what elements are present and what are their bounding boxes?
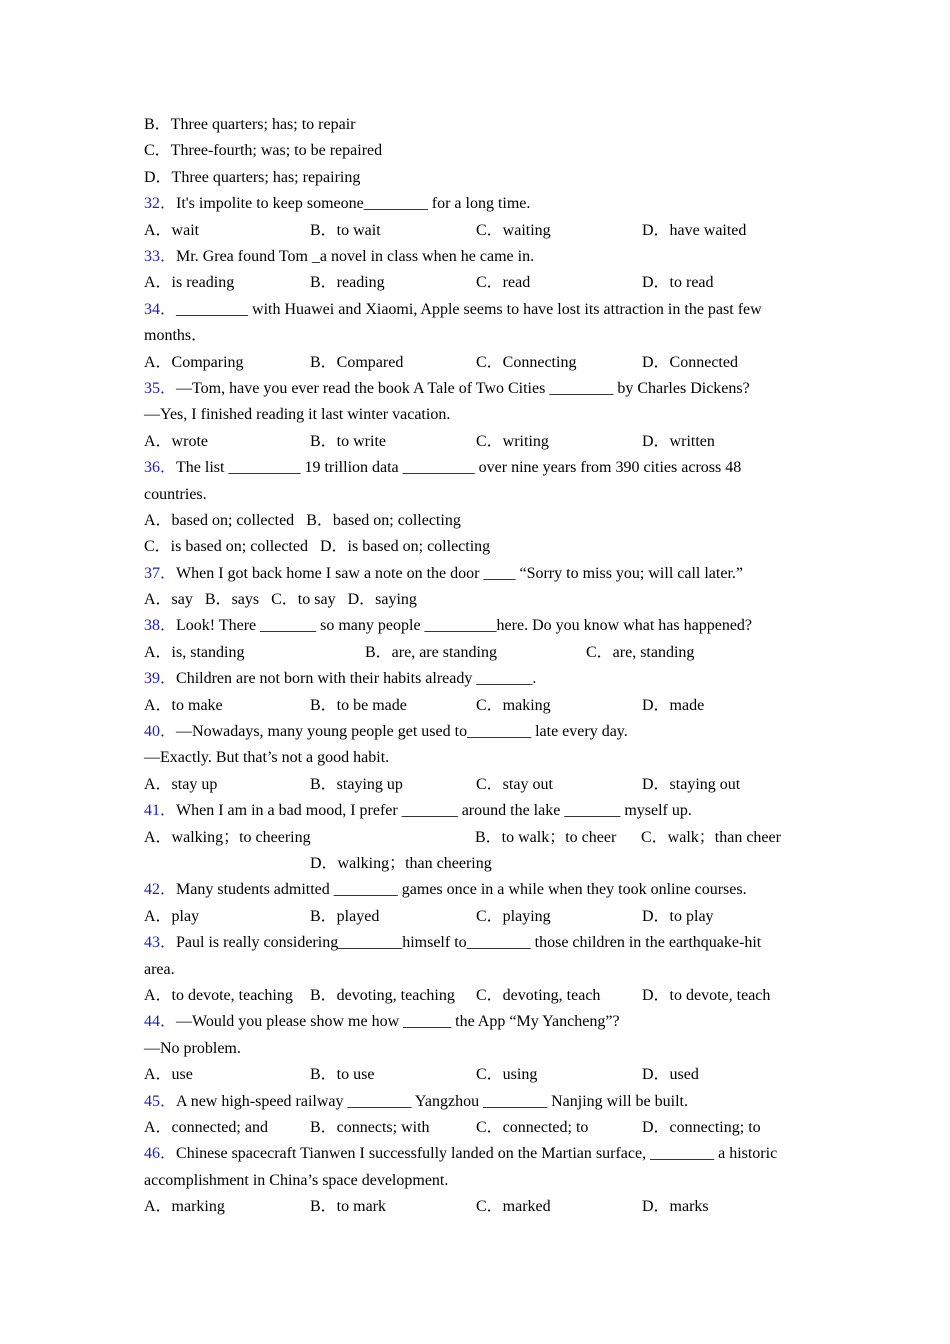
option-line: D．Three quarters; has; repairing bbox=[144, 168, 361, 186]
option-a: A．to make bbox=[144, 696, 223, 714]
question-text-continued: —Yes, I finished reading it last winter vacation. bbox=[144, 406, 451, 424]
option-b: B．to wait bbox=[310, 221, 381, 239]
options-row bbox=[144, 270, 794, 296]
document-page bbox=[144, 112, 794, 1221]
question-46 bbox=[144, 1141, 794, 1194]
question-37 bbox=[144, 561, 794, 587]
option-b: B．connects; with bbox=[310, 1118, 430, 1136]
option-a: A．stay up bbox=[144, 775, 218, 793]
option-b: B．devoting, teaching bbox=[310, 986, 455, 1004]
question-text: _________ with Huawei and Xiaomi, Apple seems to have lost its attraction in the past few months． bbox=[144, 300, 762, 345]
option-c: C．is based on; collected bbox=[144, 538, 308, 556]
option-d: D．saying bbox=[347, 591, 417, 609]
option-d: D．marks bbox=[642, 1198, 709, 1216]
question-text: —Nowadays, many young people get used to________ late every day. bbox=[176, 723, 628, 741]
option-a: A．wrote bbox=[144, 432, 208, 450]
options-row bbox=[144, 429, 794, 455]
question-45 bbox=[144, 1089, 794, 1115]
option-d: D．to play bbox=[642, 907, 714, 925]
options-row bbox=[144, 693, 794, 719]
question-text: Mr. Grea found Tom _a novel in class when he came in. bbox=[176, 247, 535, 265]
question-text: Look! There _______ so many people _________here. Do you know what has happened? bbox=[176, 617, 753, 635]
options-row bbox=[144, 640, 794, 666]
option-c: C．stay out bbox=[476, 775, 553, 793]
option-c: C．using bbox=[476, 1066, 538, 1084]
options-row bbox=[144, 534, 794, 560]
options-row bbox=[144, 587, 794, 613]
option-d: D．connecting; to bbox=[642, 1118, 761, 1136]
option-c: C．walk；than cheer bbox=[641, 828, 781, 846]
question-number: 39． bbox=[144, 670, 177, 688]
question-text: —Would you please show me how ______ the App “My Yancheng”? bbox=[176, 1013, 620, 1031]
question-number: 32． bbox=[144, 195, 177, 213]
option-d: D．have waited bbox=[642, 221, 747, 239]
question-number: 44． bbox=[144, 1013, 177, 1031]
option-d: D．used bbox=[642, 1066, 699, 1084]
option-b: B．reading bbox=[310, 274, 385, 292]
question-39 bbox=[144, 666, 794, 692]
option-c: C．making bbox=[476, 696, 551, 714]
options-row bbox=[144, 1062, 794, 1088]
options-row bbox=[144, 350, 794, 376]
question-33 bbox=[144, 244, 794, 270]
question-text: Paul is really considering________himself to________ those children in the earthquake-hit area. bbox=[144, 934, 762, 978]
option-b: B．to write bbox=[310, 432, 386, 450]
options-row bbox=[144, 1194, 794, 1220]
question-text: The list _________ 19 trillion data _________ over nine years from 390 cities across 48 countries. bbox=[144, 459, 742, 503]
options-row bbox=[144, 218, 794, 244]
question-number: 41． bbox=[144, 802, 177, 820]
question-text: When I got back home I saw a note on the door ____ “Sorry to miss you; will call later.” bbox=[176, 564, 743, 582]
option-d: D．Connected bbox=[642, 353, 738, 371]
option-c: C．marked bbox=[476, 1198, 551, 1216]
option-c: C．to say bbox=[271, 591, 336, 609]
option-b: B．played bbox=[310, 907, 380, 925]
question-number: 46． bbox=[144, 1145, 177, 1163]
question-number: 37． bbox=[144, 564, 177, 582]
options-row bbox=[144, 983, 794, 1009]
question-38 bbox=[144, 613, 794, 639]
question-number: 33． bbox=[144, 247, 177, 265]
option-d: D．walking；than cheering bbox=[310, 855, 492, 872]
question-text: —Tom, have you ever read the book A Tale of Two Cities ________ by Charles Dickens? bbox=[176, 379, 750, 397]
option-d: D．made bbox=[642, 696, 705, 714]
question-text-continued: —Exactly. But that’s not a good habit. bbox=[144, 749, 390, 767]
option-b: B．to be made bbox=[310, 696, 407, 714]
option-d: D．is based on; collecting bbox=[319, 538, 491, 556]
question-number: 35． bbox=[144, 379, 177, 397]
option-c: C．are, standing bbox=[586, 643, 695, 661]
question-34 bbox=[144, 297, 794, 350]
options-row bbox=[144, 508, 794, 534]
question-text: Chinese spacecraft Tianwen I successfully landed on the Martian surface, ________ a historic accomplishment in China’s space development. bbox=[144, 1145, 778, 1189]
option-a: A．walking；to cheering bbox=[144, 828, 311, 846]
question-text: Children are not born with their habits already _______. bbox=[176, 670, 537, 688]
option-b: B．to use bbox=[310, 1066, 375, 1084]
question-35 bbox=[144, 376, 794, 402]
option-b: B．based on; collecting bbox=[306, 511, 461, 529]
option-a: A．to devote, teaching bbox=[144, 986, 293, 1004]
option-a: A．marking bbox=[144, 1198, 225, 1216]
options-row bbox=[144, 825, 794, 851]
option-d: D．written bbox=[642, 432, 715, 450]
option-a: A．say bbox=[144, 591, 193, 609]
option-a: A．use bbox=[144, 1066, 193, 1084]
options-row bbox=[144, 772, 794, 798]
question-number: 45． bbox=[144, 1092, 177, 1110]
option-c: C．connected; to bbox=[476, 1118, 589, 1136]
question-text-continued: —No problem. bbox=[144, 1039, 241, 1057]
question-number: 36． bbox=[144, 459, 177, 477]
option-b: B．Compared bbox=[310, 353, 404, 371]
option-b: B．to mark bbox=[310, 1198, 386, 1216]
question-number: 34． bbox=[144, 300, 177, 318]
option-b: B．to walk；to cheer bbox=[475, 828, 617, 846]
option-d: D．to devote, teach bbox=[642, 986, 771, 1004]
option-a: A．is, standing bbox=[144, 643, 245, 661]
option-c: C．read bbox=[476, 274, 531, 292]
question-41 bbox=[144, 798, 794, 824]
option-b: B．says bbox=[204, 591, 260, 609]
option-c: C．waiting bbox=[476, 221, 551, 239]
option-a: A．play bbox=[144, 907, 200, 925]
option-a: A．based on; collected bbox=[144, 511, 295, 529]
question-number: 43． bbox=[144, 934, 177, 952]
question-text: When I am in a bad mood, I prefer _______ around the lake _______ myself up. bbox=[176, 802, 692, 820]
option-b: B．staying up bbox=[310, 775, 403, 793]
question-43 bbox=[144, 930, 794, 983]
options-row bbox=[144, 1115, 794, 1141]
question-text: A new high-speed railway ________ Yangzhou ________ Nanjing will be built. bbox=[176, 1092, 688, 1110]
option-c: C．devoting, teach bbox=[476, 986, 601, 1004]
option-d: D．to read bbox=[642, 274, 714, 292]
question-40 bbox=[144, 719, 794, 745]
options-row bbox=[144, 904, 794, 930]
option-d: D．staying out bbox=[642, 775, 741, 793]
option-a: A．wait bbox=[144, 221, 200, 239]
option-c: C．Connecting bbox=[476, 353, 577, 371]
option-c: C．writing bbox=[476, 432, 549, 450]
option-line: C．Three-fourth; was; to be repaired bbox=[144, 142, 383, 160]
question-44 bbox=[144, 1009, 794, 1035]
question-42 bbox=[144, 877, 794, 903]
option-a: A．is reading bbox=[144, 274, 235, 292]
option-c: C．playing bbox=[476, 907, 551, 925]
option-a: A．connected; and bbox=[144, 1118, 268, 1136]
option-line: B．Three quarters; has; to repair bbox=[144, 116, 356, 133]
question-number: 40． bbox=[144, 723, 177, 741]
option-a: A．Comparing bbox=[144, 353, 244, 371]
option-b: B．are, are standing bbox=[365, 643, 497, 661]
question-text: Many students admitted ________ games once in a while when they took online courses. bbox=[176, 881, 747, 899]
question-number: 38． bbox=[144, 617, 177, 635]
question-text: It's impolite to keep someone________ for a long time. bbox=[176, 195, 531, 213]
question-32 bbox=[144, 191, 794, 217]
question-number: 42． bbox=[144, 881, 177, 899]
question-36 bbox=[144, 455, 794, 508]
